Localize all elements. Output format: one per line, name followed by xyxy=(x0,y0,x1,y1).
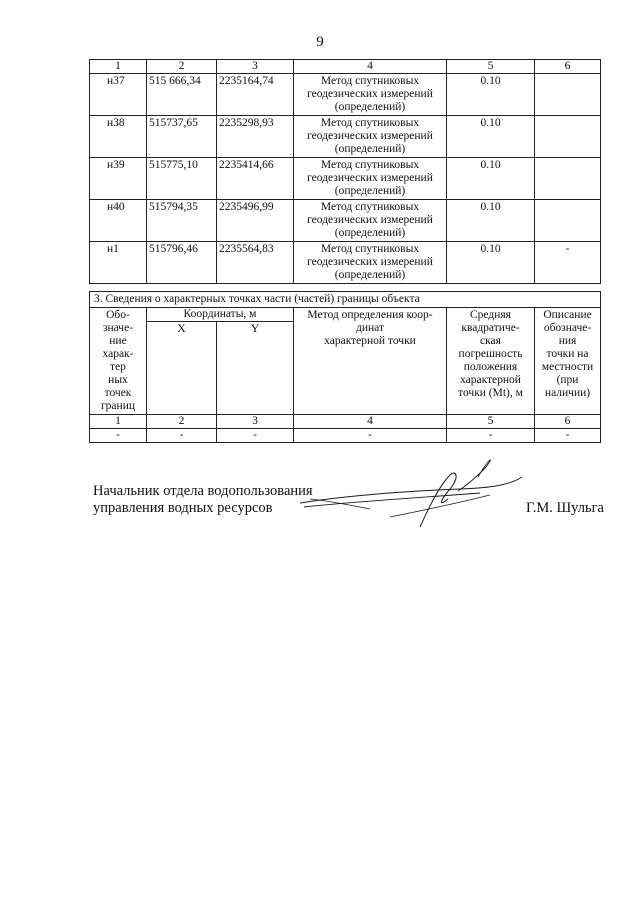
empty-data-row xyxy=(90,429,601,443)
header-line: тер xyxy=(110,361,126,373)
section-title-row xyxy=(90,292,601,308)
description-cell xyxy=(535,74,601,116)
method-line: Метод спутниковых xyxy=(320,117,420,129)
page-number: 9 xyxy=(316,34,324,50)
signer-position xyxy=(93,483,313,517)
x-cell: 515737,65 xyxy=(147,116,217,158)
column-number: 6 xyxy=(535,415,601,429)
header-cell: 4 xyxy=(294,60,447,74)
description-cell: - xyxy=(535,242,601,284)
description-header xyxy=(535,308,601,415)
x-cell: 515 666,34 xyxy=(147,74,217,116)
point-cell: н1 xyxy=(90,242,147,284)
y-cell: 2235564,83 xyxy=(217,242,294,284)
header-line: Метод определения коор- xyxy=(307,309,433,321)
description-cell xyxy=(535,158,601,200)
column-numbers-row xyxy=(90,415,601,429)
x-cell: 515794,35 xyxy=(147,200,217,242)
header-cell: 1 xyxy=(90,60,147,74)
description-cell xyxy=(535,116,601,158)
column-number: 3 xyxy=(217,415,294,429)
point-cell: н40 xyxy=(90,200,147,242)
coords-header: Координаты, м xyxy=(147,308,294,322)
x-header: X xyxy=(147,322,217,415)
method-line: Метод спутниковых xyxy=(320,159,420,171)
header-line: наличии) xyxy=(544,387,591,399)
header-line: границ xyxy=(100,400,136,412)
method-line: Метод спутниковых xyxy=(320,201,420,213)
header-cell: 6 xyxy=(535,60,601,74)
header-line: ние xyxy=(109,335,127,347)
table-row xyxy=(90,116,601,158)
method-line: (определений) xyxy=(334,269,406,281)
accuracy-cell: 0.10 xyxy=(447,74,535,116)
header-line: характерной xyxy=(460,374,521,386)
header-line: точки (Mt), м xyxy=(458,387,523,399)
header-line: динат xyxy=(356,322,384,334)
accuracy-cell: 0.10 xyxy=(447,116,535,158)
empty-cell: - xyxy=(447,429,535,443)
method-cell xyxy=(294,200,447,242)
header-line: Описание xyxy=(543,309,592,321)
point-cell: н39 xyxy=(90,158,147,200)
y-cell: 2235414,66 xyxy=(217,158,294,200)
x-cell: 515796,46 xyxy=(147,242,217,284)
designation-header xyxy=(90,308,147,415)
method-line: геодезических измерений xyxy=(307,172,433,184)
header-line: точки на xyxy=(546,348,589,360)
table-row xyxy=(90,242,601,284)
header-line: обозначе- xyxy=(543,322,592,334)
position-line: Начальник отдела водопользования xyxy=(93,483,313,499)
method-line: (определений) xyxy=(334,185,406,197)
position-line: управления водных ресурсов xyxy=(93,500,273,516)
empty-cell: - xyxy=(90,429,147,443)
method-header xyxy=(294,308,447,415)
column-number: 2 xyxy=(147,415,217,429)
x-cell: 515775,10 xyxy=(147,158,217,200)
description-cell xyxy=(535,200,601,242)
accuracy-cell: 0.10 xyxy=(447,158,535,200)
header-line: Обо- xyxy=(106,309,130,321)
signer-name: Г.М. Шульга xyxy=(526,500,604,516)
method-line: геодезических измерений xyxy=(307,88,433,100)
table-row xyxy=(90,158,601,200)
column-number: 1 xyxy=(90,415,147,429)
method-line: (определений) xyxy=(334,227,406,239)
y-cell: 2235496,99 xyxy=(217,200,294,242)
y-cell: 2235298,93 xyxy=(217,116,294,158)
header-line: характерной точки xyxy=(324,335,416,347)
method-line: геодезических измерений xyxy=(307,256,433,268)
y-header: Y xyxy=(217,322,294,415)
header-cell: 3 xyxy=(217,60,294,74)
header-cell: 5 xyxy=(447,60,535,74)
table-row xyxy=(90,74,601,116)
header-line: точек xyxy=(104,387,132,399)
header-line: квадратиче- xyxy=(461,322,520,334)
empty-cell: - xyxy=(217,429,294,443)
method-cell xyxy=(294,158,447,200)
header-line: харак- xyxy=(102,348,134,360)
point-cell: н37 xyxy=(90,74,147,116)
method-line: геодезических измерений xyxy=(307,214,433,226)
header-line: погрешность xyxy=(458,348,523,360)
accuracy-cell: 0.10 xyxy=(447,242,535,284)
column-number: 4 xyxy=(294,415,447,429)
coordinates-table xyxy=(89,59,601,284)
handwritten-signature xyxy=(290,455,530,535)
accuracy-header xyxy=(447,308,535,415)
method-line: геодезических измерений xyxy=(307,130,433,142)
empty-cell: - xyxy=(147,429,217,443)
method-cell xyxy=(294,74,447,116)
table-header-row xyxy=(90,60,601,74)
method-line: Метод спутниковых xyxy=(320,75,420,87)
method-cell xyxy=(294,242,447,284)
header-row-1 xyxy=(90,308,601,322)
empty-cell: - xyxy=(294,429,447,443)
method-cell xyxy=(294,116,447,158)
header-cell: 2 xyxy=(147,60,217,74)
header-line: местности xyxy=(541,361,594,373)
header-line: ния xyxy=(558,335,577,347)
column-number: 5 xyxy=(447,415,535,429)
accuracy-cell: 0.10 xyxy=(447,200,535,242)
table-row xyxy=(90,200,601,242)
method-line: Метод спутниковых xyxy=(320,243,420,255)
header-line: (при xyxy=(556,374,579,386)
header-line: ская xyxy=(480,335,501,347)
empty-cell: - xyxy=(535,429,601,443)
method-line: (определений) xyxy=(334,143,406,155)
method-line: (определений) xyxy=(334,101,406,113)
header-line: значе- xyxy=(102,322,134,334)
header-line: Средняя xyxy=(470,309,511,321)
y-cell: 2235164,74 xyxy=(217,74,294,116)
section-title: 3. Сведения о характерных точках части (частей) границы объекта xyxy=(90,292,601,308)
section3-table xyxy=(89,291,601,443)
header-line: ных xyxy=(108,374,128,386)
point-cell: н38 xyxy=(90,116,147,158)
header-line: положения xyxy=(463,361,518,373)
